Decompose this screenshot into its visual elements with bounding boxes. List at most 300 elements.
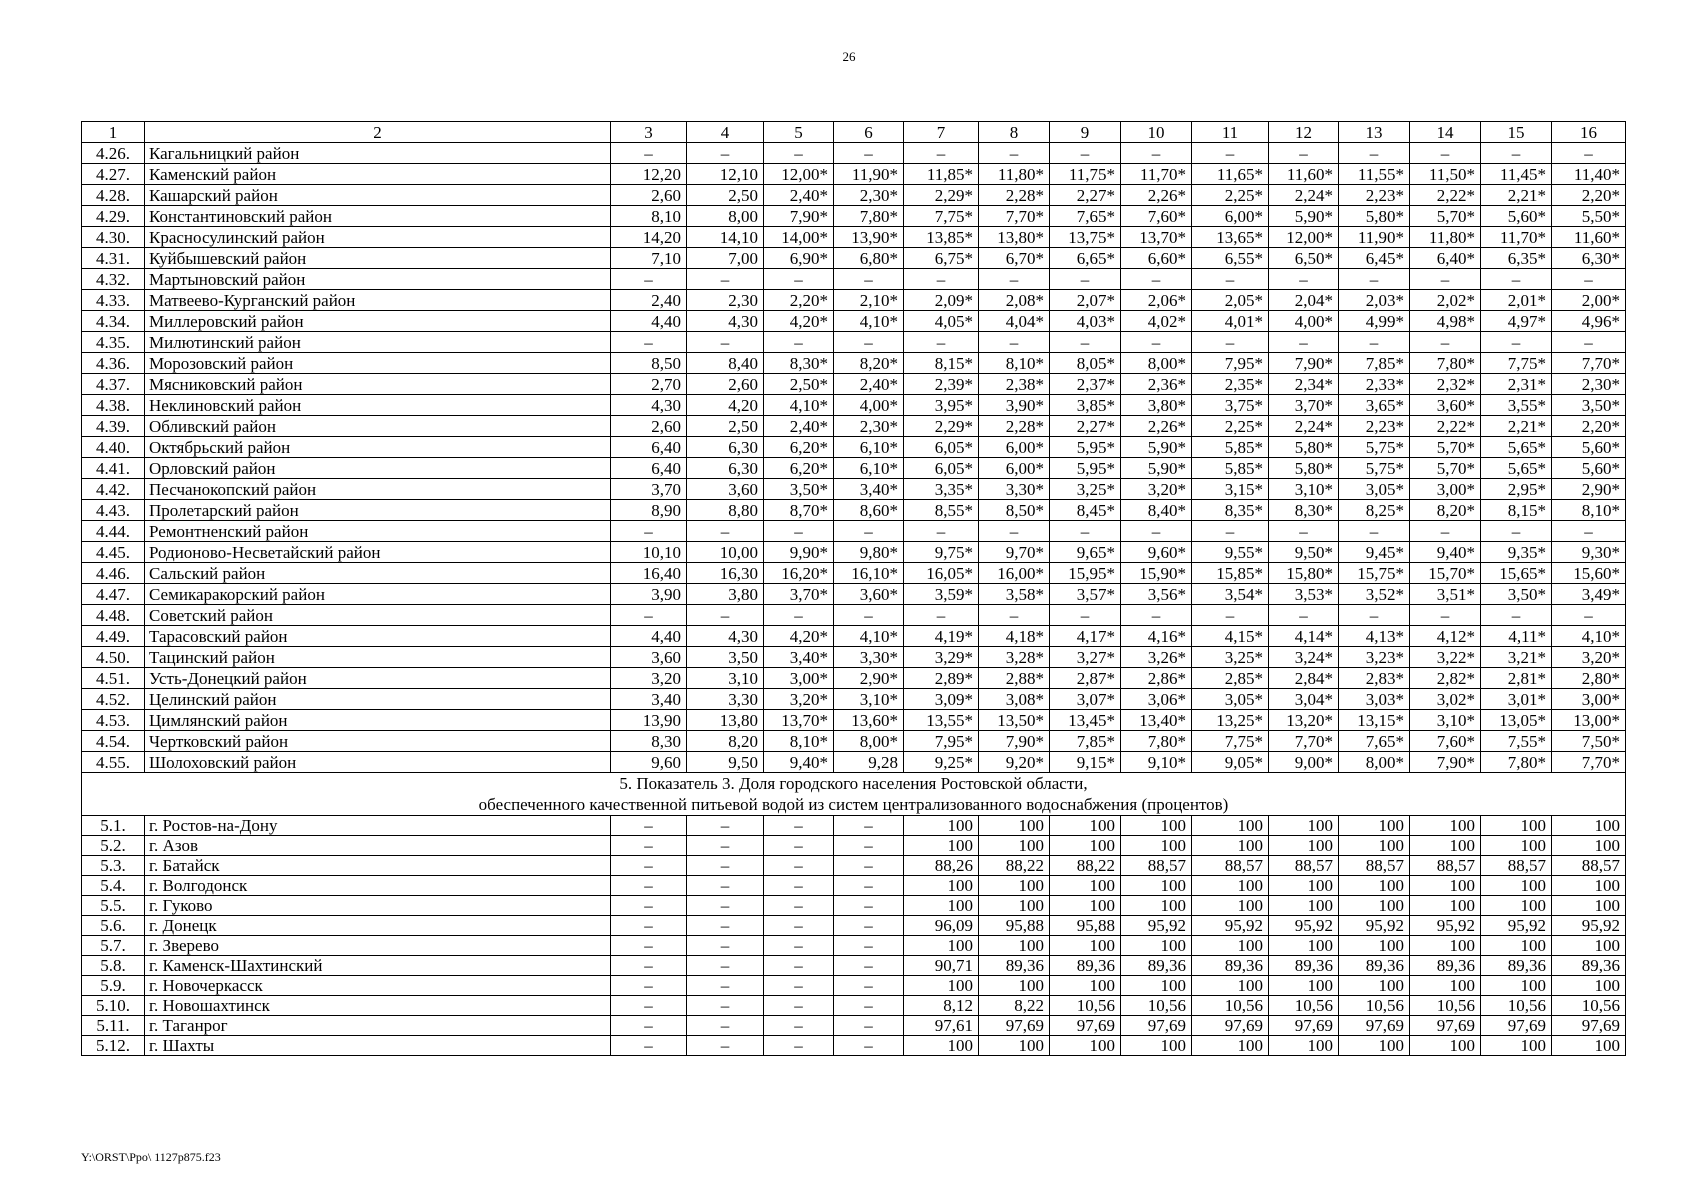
value-cell: 100 <box>904 876 979 896</box>
value-cell: – <box>979 332 1050 353</box>
value-cell: 6,05* <box>904 458 979 479</box>
value-cell: 3,00* <box>1552 689 1626 710</box>
value-cell: 15,80* <box>1269 563 1339 584</box>
value-cell: – <box>764 996 834 1016</box>
value-cell: 3,22* <box>1410 647 1481 668</box>
value-cell: 100 <box>904 816 979 836</box>
value-cell: 2,90* <box>834 668 904 689</box>
value-cell: – <box>1410 269 1481 290</box>
value-cell: 15,90* <box>1121 563 1192 584</box>
value-cell: 8,35* <box>1192 500 1269 521</box>
row-name: Чертковский район <box>145 731 611 752</box>
value-cell: 2,08* <box>979 290 1050 311</box>
value-cell: 4,30 <box>687 626 764 647</box>
data-table <box>81 121 1626 1056</box>
value-cell: 4,98* <box>1410 311 1481 332</box>
value-cell: – <box>834 896 904 916</box>
value-cell: 11,70* <box>1121 164 1192 185</box>
value-cell: 3,10* <box>834 689 904 710</box>
value-cell: 13,15* <box>1339 710 1410 731</box>
value-cell: – <box>1269 521 1339 542</box>
value-cell: 95,92 <box>1410 916 1481 936</box>
row-name: Октябрьский район <box>145 437 611 458</box>
row-number: 4.39. <box>82 416 145 437</box>
value-cell: 2,40* <box>834 374 904 395</box>
value-cell: – <box>1481 605 1552 626</box>
value-cell: 100 <box>904 1036 979 1056</box>
value-cell: 3,08* <box>979 689 1050 710</box>
value-cell: 3,90* <box>979 395 1050 416</box>
value-cell: 3,40* <box>834 479 904 500</box>
value-cell: 3,25* <box>1192 647 1269 668</box>
value-cell: 100 <box>1410 976 1481 996</box>
row-number: 4.30. <box>82 227 145 248</box>
value-cell: 9,35* <box>1481 542 1552 563</box>
row-name: Обливский район <box>145 416 611 437</box>
table-row <box>82 290 1626 311</box>
value-cell: 3,20 <box>611 668 687 689</box>
value-cell: 3,60 <box>687 479 764 500</box>
value-cell: 8,70* <box>764 500 834 521</box>
value-cell: 8,05* <box>1050 353 1121 374</box>
value-cell: 100 <box>1481 876 1552 896</box>
value-cell: 88,57 <box>1481 856 1552 876</box>
value-cell: 100 <box>1192 1036 1269 1056</box>
value-cell: 6,00* <box>1192 206 1269 227</box>
value-cell: – <box>611 836 687 856</box>
value-cell: 13,70* <box>1121 227 1192 248</box>
value-cell: 3,50* <box>764 479 834 500</box>
value-cell: 8,10* <box>1552 500 1626 521</box>
value-cell: 2,09* <box>904 290 979 311</box>
value-cell: – <box>834 605 904 626</box>
row-number: 4.36. <box>82 353 145 374</box>
column-header: 15 <box>1481 122 1552 143</box>
value-cell: 100 <box>1192 896 1269 916</box>
value-cell: 5,60* <box>1481 206 1552 227</box>
value-cell: 4,18* <box>979 626 1050 647</box>
value-cell: 11,75* <box>1050 164 1121 185</box>
value-cell: 3,21* <box>1481 647 1552 668</box>
value-cell: – <box>1269 143 1339 164</box>
value-cell: 4,00* <box>834 395 904 416</box>
row-name: Усть-Донецкий район <box>145 668 611 689</box>
value-cell: 10,56 <box>1050 996 1121 1016</box>
footer-file-path: Y:\ORST\Ppo\ 1127p875.f23 <box>81 1150 221 1164</box>
value-cell: 3,50* <box>1552 395 1626 416</box>
value-cell: – <box>1192 332 1269 353</box>
value-cell: 6,00* <box>979 437 1050 458</box>
value-cell: 100 <box>1269 936 1339 956</box>
value-cell: 7,55* <box>1481 731 1552 752</box>
value-cell: 95,92 <box>1481 916 1552 936</box>
value-cell: 95,92 <box>1269 916 1339 936</box>
value-cell: – <box>1481 521 1552 542</box>
value-cell: 13,85* <box>904 227 979 248</box>
value-cell: – <box>834 916 904 936</box>
value-cell: 7,50* <box>1552 731 1626 752</box>
value-cell: 100 <box>1481 816 1552 836</box>
value-cell: 100 <box>1269 976 1339 996</box>
value-cell: 2,40 <box>611 290 687 311</box>
value-cell: – <box>834 332 904 353</box>
table-row <box>82 836 1626 856</box>
value-cell: 11,65* <box>1192 164 1269 185</box>
value-cell: 3,07* <box>1050 689 1121 710</box>
value-cell: 97,69 <box>1269 1016 1339 1036</box>
value-cell: 11,80* <box>979 164 1050 185</box>
column-header: 5 <box>764 122 834 143</box>
value-cell: 5,60* <box>1552 437 1626 458</box>
value-cell: – <box>764 605 834 626</box>
value-cell: – <box>764 856 834 876</box>
value-cell: – <box>687 836 764 856</box>
value-cell: 100 <box>1269 876 1339 896</box>
value-cell: 2,39* <box>904 374 979 395</box>
value-cell: 7,70* <box>1552 353 1626 374</box>
value-cell: 3,75* <box>1192 395 1269 416</box>
value-cell: 10,56 <box>1481 996 1552 1016</box>
value-cell: 100 <box>1192 976 1269 996</box>
row-name: Морозовский район <box>145 353 611 374</box>
row-number: 4.43. <box>82 500 145 521</box>
value-cell: 5,80* <box>1339 206 1410 227</box>
value-cell: 9,60 <box>611 752 687 773</box>
row-number: 4.26. <box>82 143 145 164</box>
value-cell: 100 <box>1050 836 1121 856</box>
value-cell: 100 <box>1050 816 1121 836</box>
value-cell: 2,28* <box>979 185 1050 206</box>
value-cell: 11,70* <box>1481 227 1552 248</box>
row-name: Сальский район <box>145 563 611 584</box>
row-name: Цимлянский район <box>145 710 611 731</box>
value-cell: 100 <box>979 876 1050 896</box>
value-cell: – <box>611 916 687 936</box>
row-number: 5.1. <box>82 816 145 836</box>
row-name: Миллеровский район <box>145 311 611 332</box>
value-cell: 100 <box>1192 876 1269 896</box>
value-cell: – <box>1410 332 1481 353</box>
value-cell: – <box>611 521 687 542</box>
value-cell: 3,53* <box>1269 584 1339 605</box>
value-cell: – <box>1192 143 1269 164</box>
table-row <box>82 542 1626 563</box>
value-cell: 8,25* <box>1339 500 1410 521</box>
value-cell: – <box>1410 605 1481 626</box>
value-cell: 7,75* <box>1192 731 1269 752</box>
value-cell: 8,20* <box>834 353 904 374</box>
value-cell: 13,70* <box>764 710 834 731</box>
column-header: 10 <box>1121 122 1192 143</box>
table-row <box>82 856 1626 876</box>
value-cell: 7,90* <box>764 206 834 227</box>
value-cell: 100 <box>979 936 1050 956</box>
row-name: г. Азов <box>145 836 611 856</box>
row-number: 4.47. <box>82 584 145 605</box>
value-cell: 88,57 <box>1552 856 1626 876</box>
value-cell: 4,10* <box>764 395 834 416</box>
column-header: 13 <box>1339 122 1410 143</box>
row-number: 5.2. <box>82 836 145 856</box>
row-name: г. Ростов-на-Дону <box>145 816 611 836</box>
value-cell: 15,85* <box>1192 563 1269 584</box>
value-cell: 100 <box>1410 896 1481 916</box>
value-cell: 4,03* <box>1050 311 1121 332</box>
row-number: 4.27. <box>82 164 145 185</box>
value-cell: 8,50 <box>611 353 687 374</box>
value-cell: 100 <box>1552 816 1626 836</box>
value-cell: 3,60* <box>834 584 904 605</box>
value-cell: 4,30 <box>687 311 764 332</box>
value-cell: – <box>979 269 1050 290</box>
value-cell: 2,20* <box>1552 416 1626 437</box>
value-cell: 7,10 <box>611 248 687 269</box>
table-row <box>82 479 1626 500</box>
value-cell: – <box>687 856 764 876</box>
value-cell: 88,57 <box>1269 856 1339 876</box>
value-cell: 9,40* <box>764 752 834 773</box>
value-cell: – <box>687 816 764 836</box>
value-cell: 4,40 <box>611 626 687 647</box>
value-cell: 2,86* <box>1121 668 1192 689</box>
value-cell: – <box>687 996 764 1016</box>
row-number: 5.3. <box>82 856 145 876</box>
row-name: Ремонтненский район <box>145 521 611 542</box>
row-number: 4.49. <box>82 626 145 647</box>
value-cell: 100 <box>904 896 979 916</box>
row-number: 4.32. <box>82 269 145 290</box>
value-cell: 97,69 <box>1050 1016 1121 1036</box>
value-cell: 3,20* <box>1552 647 1626 668</box>
value-cell: 8,10 <box>611 206 687 227</box>
value-cell: 7,90* <box>979 731 1050 752</box>
value-cell: 6,35* <box>1481 248 1552 269</box>
value-cell: 4,14* <box>1269 626 1339 647</box>
value-cell: 88,57 <box>1410 856 1481 876</box>
column-header: 7 <box>904 122 979 143</box>
value-cell: 3,80 <box>687 584 764 605</box>
value-cell: 2,31* <box>1481 374 1552 395</box>
value-cell: 16,05* <box>904 563 979 584</box>
value-cell: 13,80* <box>979 227 1050 248</box>
value-cell: – <box>1050 605 1121 626</box>
value-cell: 4,10* <box>1552 626 1626 647</box>
value-cell: 4,19* <box>904 626 979 647</box>
value-cell: 2,89* <box>904 668 979 689</box>
value-cell: 13,90 <box>611 710 687 731</box>
value-cell: – <box>834 521 904 542</box>
value-cell: 100 <box>1269 896 1339 916</box>
value-cell: – <box>1552 332 1626 353</box>
value-cell: – <box>1481 332 1552 353</box>
row-number: 5.12. <box>82 1036 145 1056</box>
value-cell: 8,30* <box>1269 500 1339 521</box>
value-cell: 9,50 <box>687 752 764 773</box>
value-cell: 13,55* <box>904 710 979 731</box>
value-cell: 2,28* <box>979 416 1050 437</box>
row-name: Советский район <box>145 605 611 626</box>
value-cell: 6,40 <box>611 458 687 479</box>
value-cell: 8,40 <box>687 353 764 374</box>
value-cell: 6,75* <box>904 248 979 269</box>
row-name: Семикаракорский район <box>145 584 611 605</box>
value-cell: 2,22* <box>1410 185 1481 206</box>
value-cell: 9,20* <box>979 752 1050 773</box>
value-cell: – <box>1339 605 1410 626</box>
row-name: Мартыновский район <box>145 269 611 290</box>
value-cell: 11,60* <box>1552 227 1626 248</box>
value-cell: – <box>764 816 834 836</box>
row-number: 4.51. <box>82 668 145 689</box>
value-cell: 5,95* <box>1050 458 1121 479</box>
value-cell: – <box>611 332 687 353</box>
value-cell: 7,80* <box>834 206 904 227</box>
value-cell: 13,65* <box>1192 227 1269 248</box>
value-cell: – <box>611 876 687 896</box>
value-cell: 15,65* <box>1481 563 1552 584</box>
table-row <box>82 710 1626 731</box>
value-cell: 2,70 <box>611 374 687 395</box>
value-cell: 6,70* <box>979 248 1050 269</box>
value-cell: 4,20* <box>764 311 834 332</box>
value-cell: 10,10 <box>611 542 687 563</box>
value-cell: – <box>687 332 764 353</box>
value-cell: 9,00* <box>1269 752 1339 773</box>
value-cell: 13,05* <box>1481 710 1552 731</box>
value-cell: 100 <box>1481 976 1552 996</box>
value-cell: 100 <box>1050 936 1121 956</box>
value-cell: 3,54* <box>1192 584 1269 605</box>
value-cell: 88,22 <box>979 856 1050 876</box>
value-cell: – <box>1192 521 1269 542</box>
value-cell: 7,80* <box>1410 353 1481 374</box>
value-cell: 8,90 <box>611 500 687 521</box>
value-cell: – <box>1339 269 1410 290</box>
value-cell: 97,69 <box>1410 1016 1481 1036</box>
value-cell: 2,37* <box>1050 374 1121 395</box>
value-cell: 5,85* <box>1192 437 1269 458</box>
value-cell: 16,30 <box>687 563 764 584</box>
value-cell: – <box>834 143 904 164</box>
value-cell: 7,70* <box>979 206 1050 227</box>
column-header: 16 <box>1552 122 1626 143</box>
value-cell: 100 <box>1410 876 1481 896</box>
value-cell: 2,27* <box>1050 416 1121 437</box>
value-cell: 5,60* <box>1552 458 1626 479</box>
value-cell: 9,28 <box>834 752 904 773</box>
value-cell: – <box>1481 269 1552 290</box>
value-cell: 13,90* <box>834 227 904 248</box>
value-cell: 100 <box>1339 1036 1410 1056</box>
value-cell: 8,45* <box>1050 500 1121 521</box>
table-row <box>82 374 1626 395</box>
row-number: 5.9. <box>82 976 145 996</box>
value-cell: 5,70* <box>1410 206 1481 227</box>
page-number: 26 <box>842 49 856 64</box>
value-cell: – <box>611 143 687 164</box>
table-row <box>82 185 1626 206</box>
section-title-line-1: 5. Показатель 3. Доля городского населения Ростовской области, <box>619 774 1088 793</box>
value-cell: 2,60 <box>611 185 687 206</box>
value-cell: 2,50 <box>687 185 764 206</box>
value-cell: – <box>764 896 834 916</box>
value-cell: – <box>687 521 764 542</box>
value-cell: 2,06* <box>1121 290 1192 311</box>
value-cell: – <box>764 836 834 856</box>
value-cell: 4,05* <box>904 311 979 332</box>
row-number: 4.33. <box>82 290 145 311</box>
value-cell: 2,04* <box>1269 290 1339 311</box>
value-cell: 88,57 <box>1339 856 1410 876</box>
value-cell: 89,36 <box>1339 956 1410 976</box>
value-cell: 100 <box>1552 876 1626 896</box>
row-name: Красносулинский район <box>145 227 611 248</box>
value-cell: – <box>979 521 1050 542</box>
row-name: Пролетарский район <box>145 500 611 521</box>
value-cell: 2,27* <box>1050 185 1121 206</box>
value-cell: 15,60* <box>1552 563 1626 584</box>
value-cell: – <box>687 143 764 164</box>
value-cell: 7,90* <box>1410 752 1481 773</box>
value-cell: 7,75* <box>904 206 979 227</box>
value-cell: 2,50 <box>687 416 764 437</box>
value-cell: 100 <box>1269 816 1339 836</box>
value-cell: 7,70* <box>1269 731 1339 752</box>
row-name: Константиновский район <box>145 206 611 227</box>
value-cell: 2,35* <box>1192 374 1269 395</box>
value-cell: 4,17* <box>1050 626 1121 647</box>
table-row <box>82 896 1626 916</box>
table-row <box>82 248 1626 269</box>
row-name: Мясниковский район <box>145 374 611 395</box>
table-row <box>82 752 1626 773</box>
row-name: г. Волгодонск <box>145 876 611 896</box>
value-cell: 5,90* <box>1121 437 1192 458</box>
value-cell: 3,06* <box>1121 689 1192 710</box>
value-cell: 3,15* <box>1192 479 1269 500</box>
value-cell: 3,40* <box>764 647 834 668</box>
row-number: 4.29. <box>82 206 145 227</box>
value-cell: – <box>611 996 687 1016</box>
value-cell: 4,11* <box>1481 626 1552 647</box>
value-cell: 13,45* <box>1050 710 1121 731</box>
value-cell: 15,75* <box>1339 563 1410 584</box>
value-cell: 3,60* <box>1410 395 1481 416</box>
value-cell: 12,10 <box>687 164 764 185</box>
value-cell: 5,90* <box>1121 458 1192 479</box>
value-cell: 3,70* <box>764 584 834 605</box>
value-cell: – <box>1552 269 1626 290</box>
value-cell: 2,20* <box>1552 185 1626 206</box>
table-row <box>82 936 1626 956</box>
value-cell: 7,90* <box>1269 353 1339 374</box>
value-cell: – <box>1269 605 1339 626</box>
value-cell: 14,00* <box>764 227 834 248</box>
value-cell: 6,90* <box>764 248 834 269</box>
value-cell: 2,95* <box>1481 479 1552 500</box>
value-cell: 2,07* <box>1050 290 1121 311</box>
value-cell: 100 <box>1339 876 1410 896</box>
value-cell: 3,95* <box>904 395 979 416</box>
table-row <box>82 311 1626 332</box>
value-cell: 100 <box>1269 836 1339 856</box>
value-cell: 100 <box>904 836 979 856</box>
value-cell: 97,69 <box>1481 1016 1552 1036</box>
value-cell: – <box>1410 521 1481 542</box>
value-cell: 6,40* <box>1410 248 1481 269</box>
value-cell: 16,40 <box>611 563 687 584</box>
value-cell: 3,50 <box>687 647 764 668</box>
